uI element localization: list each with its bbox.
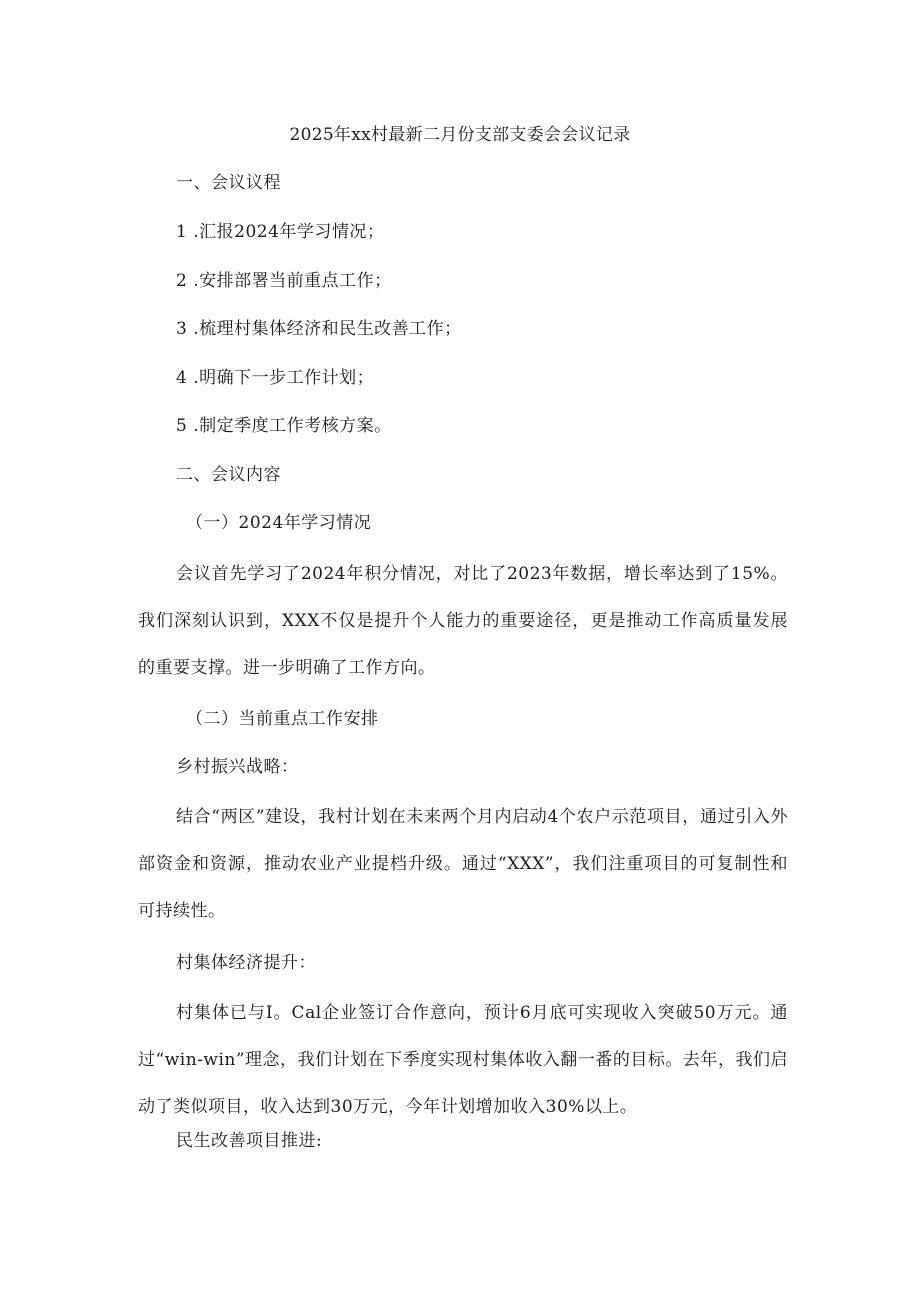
agenda-item-5: 5 .制定季度工作考核方案。 [176,416,392,436]
label-livelihood-projects: 民生改善项目推进: [176,1131,323,1151]
label-rural-revitalization: 乡村振兴战略： [176,757,299,777]
paragraph-rural-revitalization: 结合“两区”建设，我村计划在未来两个月内启动4个农户示范项目，通过引入外部资金和资源，推动农业产业提档升级。通过“XXX”，我们注重项目的可复制性和可持续性。 [138,807,788,921]
subsection-heading-key-work: （二）当前重点工作安排 [186,709,379,729]
paragraph-study: 会议首先学习了2024年积分情况，对比了2023年数据，增长率达到了15%。我们深刻认识到，XXX不仅是提升个人能力的重要途径，更是推动工作高质量发展的重要支撑。进一步明确了工作方向。 [138,564,788,678]
agenda-item-1: 1 .汇报2024年学习情况； [176,222,385,242]
section-heading-agenda: 一、会议议程 [176,173,281,193]
agenda-item-4: 4 .明确下一步工作计划； [176,368,375,388]
section-heading-content: 二、会议内容 [176,465,281,485]
agenda-item-3: 3 .梳理村集体经济和民生改善工作； [176,319,462,339]
agenda-item-2: 2 .安排部署当前重点工作； [176,271,392,291]
document-title: 2025年xx村最新二月份支部支委会会议记录 [289,125,631,145]
paragraph-collective-economy: 村集体已与I。Cal企业签订合作意向，预计6月底可实现收入突破50万元。通过“win-win”理念，我们计划在下季度实现村集体收入翻一番的目标。去年，我们启动了类似项目，收入达到30万元，今年计划增加收入30%以上。 [138,1003,788,1117]
subsection-heading-study: （一）2024年学习情况 [186,513,372,533]
label-collective-economy: 村集体经济提升： [176,953,316,973]
